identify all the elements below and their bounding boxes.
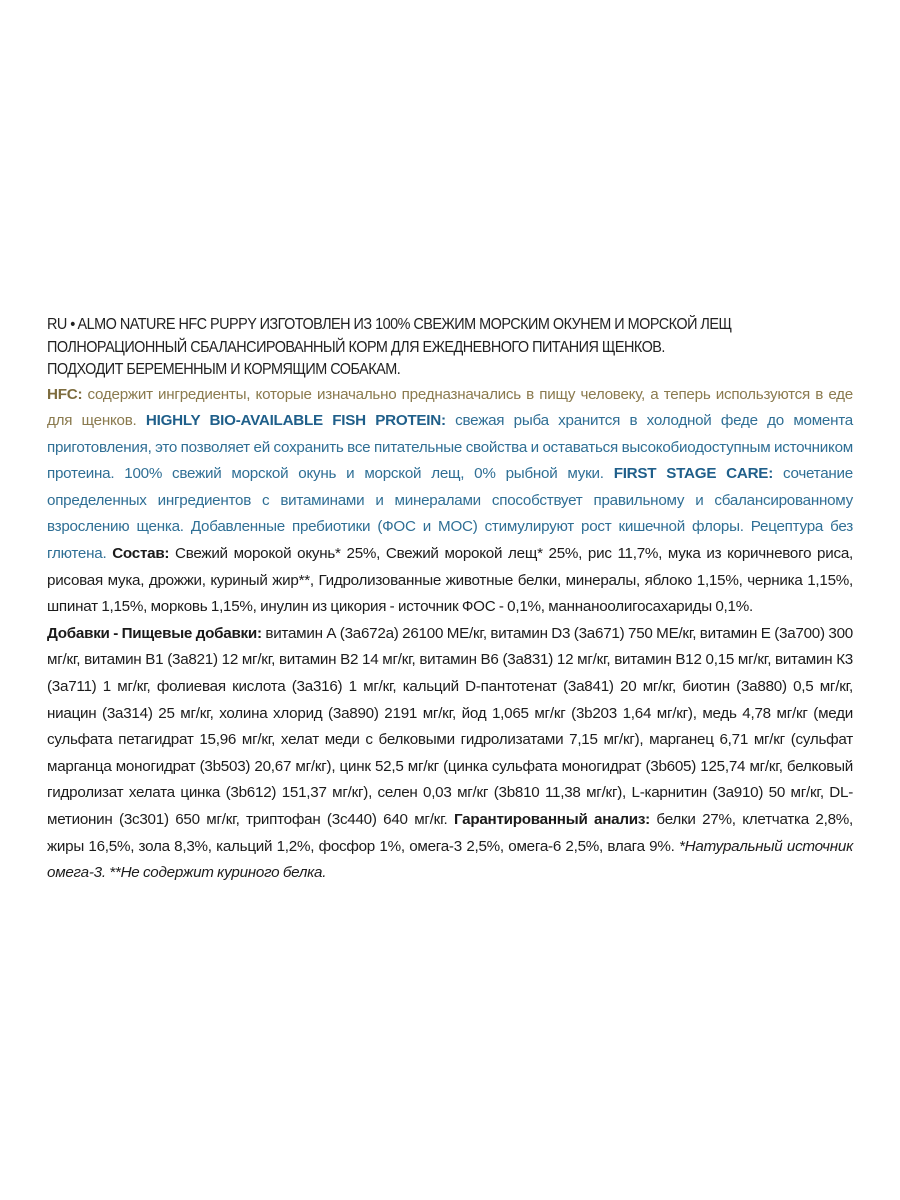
label-body-text bbox=[47, 382, 853, 887]
protein-label: HIGHLY BIO-AVAILABLE FISH PROTEIN: bbox=[145, 412, 446, 430]
protein-text: свежая рыба хранится в холодной феде до момента приготовления, это позволяет ей сохранить все питательные свойства и оставаться высокобиодоступным источником протеина. 100% свежий морской окунь и морской лещ, 0% рыбной муки. bbox=[47, 412, 853, 483]
stage-care-label: FIRST STAGE CARE: bbox=[613, 465, 773, 483]
analysis-text: белки 27%, клетчатка 2,8%, жиры 16,5%, зола 8,3%, кальций 1,2%, фосфор 1%, омега-3 2,5%, омега-6 2,5%, влага 9%. bbox=[47, 811, 854, 855]
product-header bbox=[47, 314, 856, 382]
product-label bbox=[47, 314, 853, 887]
stage-care-text: сочетание определенных ингредиентов с витаминами и минералами способствует правильному и сбалансированному взрослению щенка. Добавленные пребиотики (ФОС и МОС) стимулируют рост кишечной флоры. Рецептура без глютена. bbox=[47, 465, 853, 563]
analysis-label: Гарантированный анализ: bbox=[453, 811, 650, 828]
header-line-product-name: RU • ALMO NATURE HFC PUPPY ИЗГОТОВЛЕН ИЗ 100% СВЕЖИМ МОРСКИМ ОКУНЕМ И МОРСКОЙ ЛЕЩ bbox=[47, 316, 732, 333]
additives-label: Добавки - Пищевые добавки: bbox=[47, 624, 262, 642]
footnote-text: *Натуральный источник омега-3. **Не содержит куриного белка. bbox=[47, 837, 853, 882]
header-line-suitability: ПОДХОДИТ БЕРЕМЕННЫМ И КОРМЯЩИМ СОБАКАМ. bbox=[47, 361, 401, 378]
composition-text: Свежий морокой окунь* 25%, Свежий морокой лещ* 25%, рис 11,7%, мука из коричневого риса, рисовая мука, дрожжи, куриный жир**, Гидролизованные животные белки, минералы, яблоко 1,15%, черника 1,15%, шпинат 1,15%, морковь 1,15%, инулин из цикория - источник ФОС - 0,1%, маннаноолигосахариды 0,1%. bbox=[47, 545, 853, 616]
additives-text: витамин А (3а672а) 26100 МЕ/кг, витамин D3 (3а671) 750 МЕ/кг, витамин Е (3а700) 300 мг/кг, витамин В1 (3а821) 12 мг/кг, витамин В2 14 мг/кг, витамин В6 (3а831) 12 мг/кг, витамин В12 0,15 мг/кг, витамин К3 (3а711) 1 мг/кг, фолиевая кислота (3а316) 1 мг/кг, кальций D-пантотенат (3а841) 20 мг/кг, биотин (3а880) 0,5 мг/кг, ниацин (3а314) 25 мг/кг, холина хлорид (3а890) 2191 мг/кг, йод 1,065 мг/кг (3b203 1,64 мг/кг), медь 4,78 мг/кг (меди сульфата петагидрат 15,96 мг/кг, хелат меди с белковыми гидролизатами 7,15 мг/кг), марганец 6,71 мг/кг (сульфат марганца моногидрат (3b503) 20,67 мг/кг), цинк 52,5 мг/кг (цинка сульфата моногидрат (3b605) 125,74 мг/кг, белковый гидролизат хелата цинка (3b612) 151,37 мг/кг), селен 0,03 мг/кг (3b810 11,38 мг/кг), L-карнитин (3а910) 50 мг/кг, DL-метионин (3c301) 650 мг/кг, триптофан (3c440) 640 мг/кг. bbox=[47, 624, 853, 828]
hfc-label: HFC: bbox=[47, 385, 83, 403]
hfc-text: содержит ингредиенты, которые изначально предназначались в пищу человеку, а теперь используются в еде для щенков. bbox=[47, 385, 853, 430]
composition-label: Состав: bbox=[112, 545, 170, 563]
header-line-description: ПОЛНОРАЦИОННЫЙ СБАЛАНСИРОВАННЫЙ КОРМ ДЛЯ ЕЖЕДНЕВНОГО ПИТАНИЯ ЩЕНКОВ. bbox=[47, 338, 665, 356]
